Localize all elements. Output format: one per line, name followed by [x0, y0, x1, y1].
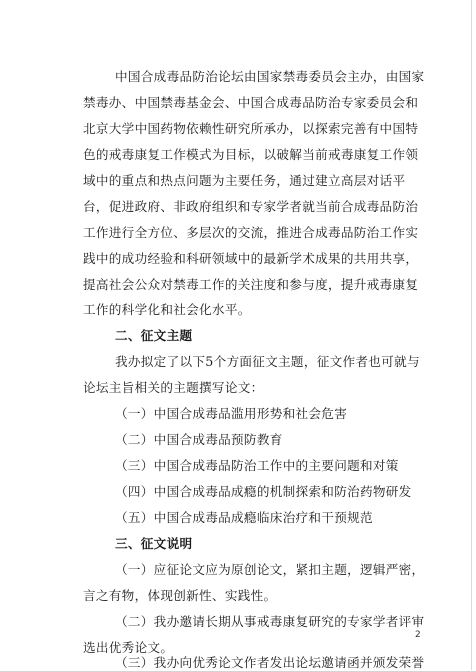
- topic-item: （五）中国合成毒品成瘾临床治疗和干预规范: [115, 510, 373, 525]
- intro-line: 践中的成功经验和科研领域中的最新学术成果的共用共享，: [83, 251, 419, 266]
- notes-line: （一）应征论文应为原创论文，紧扣主题，逻辑严密，: [115, 562, 425, 577]
- intro-line: 工作的科学化和社会化水平。: [83, 302, 251, 317]
- notes-line: 选出优秀论文。: [83, 640, 174, 655]
- body-line: 我办拟定了以下5个方面征文主题，征文作者也可就与: [115, 354, 420, 369]
- section-heading-notes: 三、征文说明: [115, 536, 193, 551]
- intro-line: 色的戒毒康复工作模式为目标，以破解当前戒毒康复工作领: [83, 147, 419, 162]
- intro-line: 域中的重点和热点问题为主要任务，通过建立高层对话平: [83, 173, 406, 188]
- page-number: 2: [415, 630, 421, 640]
- section-heading-topics: 二、征文主题: [115, 328, 193, 343]
- intro-line: 提高社会公众对禁毒工作的关注度和参与度，提升戒毒康复: [83, 277, 419, 292]
- topic-item: （二）中国合成毒品预防教育: [115, 432, 283, 447]
- body-line: 论坛主旨相关的主题撰写论文：: [83, 380, 264, 395]
- topic-item: （四）中国合成毒品成瘾的机制探索和防治药物研发: [115, 484, 412, 499]
- topic-item: （三）中国合成毒品防治工作中的主要问题和对策: [115, 458, 399, 473]
- notes-line: 言之有物，体现创新性、实践性。: [83, 588, 277, 603]
- page-edge: [471, 0, 472, 670]
- notes-line: （三）我办向优秀论文作者发出论坛邀请函并颁发荣誉: [115, 655, 425, 670]
- intro-line: 中国合成毒品防治论坛由国家禁毒委员会主办，由国家: [115, 69, 425, 84]
- intro-line: 台，促进政府、非政府组织和专家学者就当前合成毒品防治: [83, 199, 419, 214]
- intro-line: 禁毒办、中国禁毒基金会、中国合成毒品防治专家委员会和: [83, 95, 419, 110]
- intro-line: 工作进行全方位、多层次的交流，推进合成毒品防治工作实: [83, 225, 419, 240]
- intro-line: 北京大学中国药物依赖性研究所承办，以探索完善有中国特: [83, 121, 419, 136]
- notes-line: （二）我办邀请长期从事戒毒康复研究的专家学者评审: [115, 614, 425, 629]
- topic-item: （一）中国合成毒品滥用形势和社会危害: [115, 406, 348, 421]
